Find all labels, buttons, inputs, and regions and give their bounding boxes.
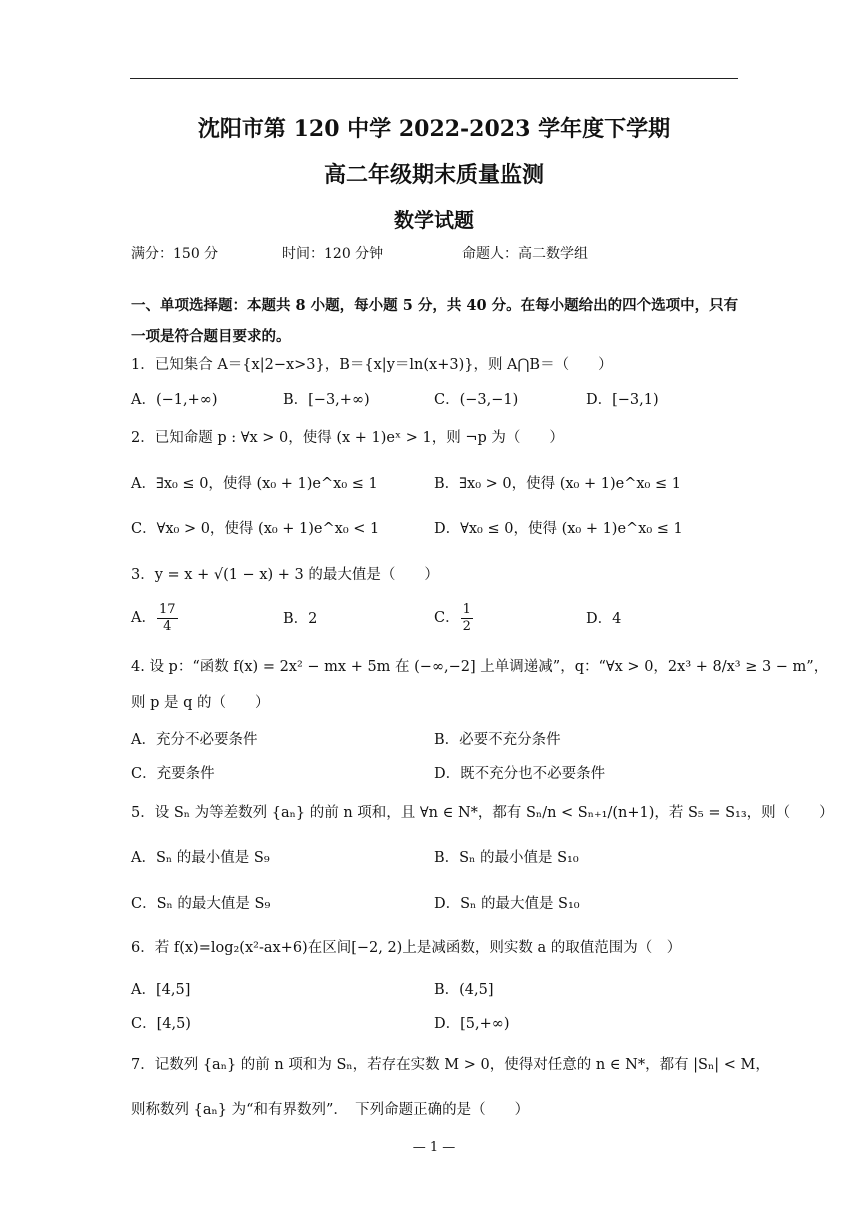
- q5-option-d: D．Sₙ 的最大值是 S₁₀: [434, 896, 580, 912]
- section-heading: 一、单项选择题：本题共 8 小题，每小题 5 分，共 40 分。在每小题给出的四个选项中，只有一项是符合题目要求的。: [131, 297, 739, 345]
- q3-option-a: [131, 600, 179, 636]
- q6-option-d: D．[5,+∞): [434, 1016, 510, 1032]
- exam-author: 命题人：高二数学组: [462, 246, 588, 262]
- q2-option-d: D．∀x₀ ≤ 0，使得 (x₀ + 1)e^x₀ ≤ 1: [434, 521, 683, 537]
- q1-option-b: B．[−3,+∞): [283, 392, 370, 408]
- question-3-stem: 3．y = x + √(1 − x) + 3 的最大值是（ ）: [131, 567, 439, 583]
- q3-a-numerator: 17: [158, 601, 176, 617]
- full-score: 满分：150 分: [131, 246, 219, 262]
- q4-option-b: B．必要不充分条件: [434, 732, 561, 748]
- q2-option-c: C．∀x₀ > 0，使得 (x₀ + 1)e^x₀ < 1: [131, 521, 380, 537]
- question-6-stem: 6．若 f(x)=log₂(x²-ax+6)在区间[−2, 2)上是减函数，则实数 a 的取值范围为（ ）: [131, 940, 682, 956]
- q6-option-c: C．[4,5): [131, 1016, 191, 1032]
- q1-option-a: A．(−1,+∞): [131, 392, 218, 408]
- q5-option-a: A．Sₙ 的最小值是 S₉: [131, 850, 270, 866]
- question-4-stem-line2: 则 p 是 q 的（ ）: [131, 695, 270, 711]
- subject-title: 数学试题: [394, 208, 474, 232]
- q1-option-c: C．(−3,−1): [434, 392, 519, 408]
- q3-a-denominator: 4: [163, 618, 172, 634]
- exam-time: 时间：120 分钟: [282, 246, 384, 262]
- question-2-stem: 2．已知命题 p : ∀x > 0，使得 (x + 1)eˣ > 1，则 ¬p 为（ ）: [131, 430, 564, 446]
- question-5-stem: 5．设 Sₙ 为等差数列 {aₙ} 的前 n 项和，且 ∀n ∈ N*，都有 Sₙ/n < Sₙ₊₁/(n+1)，若 S₅ = S₁₃，则（ ）: [131, 805, 834, 821]
- q3-option-d: D．4: [586, 611, 622, 627]
- q3-option-c-fraction: [461, 602, 473, 635]
- q6-option-a: A．[4,5]: [131, 982, 191, 998]
- q2-option-a: A．∃x₀ ≤ 0，使得 (x₀ + 1)e^x₀ ≤ 1: [131, 476, 378, 492]
- q5-option-b: B．Sₙ 的最小值是 S₁₀: [434, 850, 579, 866]
- exam-subtitle: 高二年级期末质量监测: [323, 162, 544, 188]
- q6-option-b: B．(4,5]: [434, 982, 494, 998]
- q1-option-d: D．[−3,1): [586, 392, 659, 408]
- q5-option-c: C．Sₙ 的最大值是 S₉: [131, 896, 271, 912]
- q3-c-numerator: 1: [462, 601, 471, 617]
- q4-option-d: D．既不充分也不必要条件: [434, 766, 606, 782]
- question-1-stem: 1．已知集合 A＝{x|2−x>3}，B＝{x|y＝ln(x+3)}，则 A⋂B＝（ ）: [131, 357, 613, 373]
- q3-option-a-label: A．: [131, 610, 156, 626]
- q3-option-c-label: C．: [434, 610, 460, 626]
- q3-c-denominator: 2: [462, 618, 471, 634]
- q3-option-a-fraction: [157, 602, 178, 635]
- page-number: — 1 —: [412, 1140, 456, 1155]
- question-4-stem-line1: 4. 设 p：“函数 f(x) = 2x² − mx + 5m 在 (−∞,−2] 上单调递减”，q：“∀x > 0，2x³ + 8/x³ ≥ 3 − m”，: [131, 659, 829, 675]
- question-7-stem-line1: 7．记数列 {aₙ} 的前 n 项和为 Sₙ，若存在实数 M > 0，使得对任意的 n ∈ N*，都有 |Sₙ| < M，: [131, 1057, 770, 1073]
- q3-option-c: [434, 600, 474, 636]
- q4-option-a: A．充分不必要条件: [131, 732, 258, 748]
- q4-option-c: C．充要条件: [131, 766, 215, 782]
- exam-title: 沈阳市第 120 中学 2022-2023 学年度下学期: [197, 116, 671, 142]
- q2-option-b: B．∃x₀ > 0，使得 (x₀ + 1)e^x₀ ≤ 1: [434, 476, 681, 492]
- header-rule: [130, 78, 738, 79]
- question-7-stem-line2: 则称数列 {aₙ} 为“和有界数列”． 下列命题正确的是（ ）: [131, 1102, 530, 1118]
- q3-option-b: B．2: [283, 611, 318, 627]
